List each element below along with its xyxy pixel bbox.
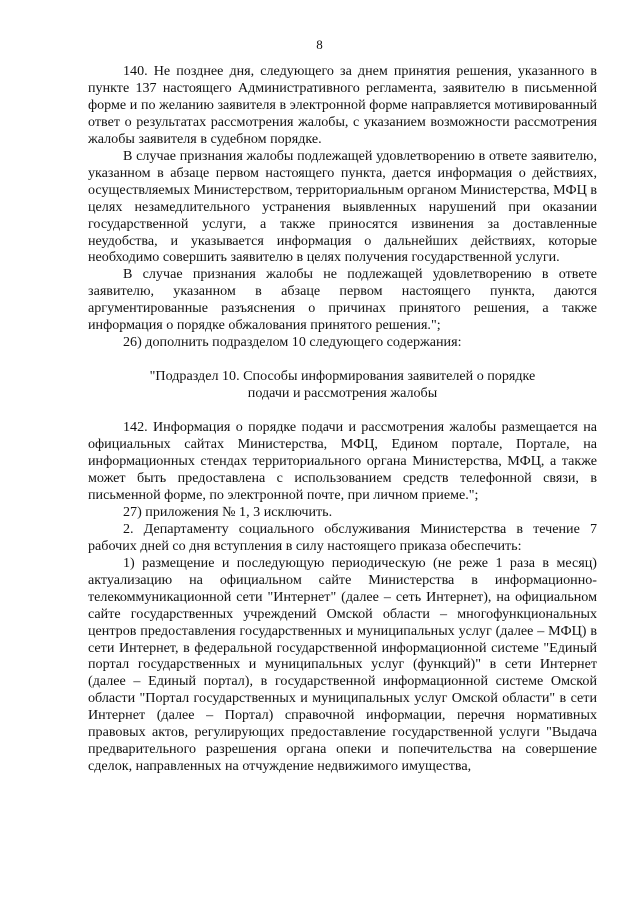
subsection-heading-line-1: "Подраздел 10. Способы информирования заявителей о порядке [149,368,536,385]
subsection-heading-line-2: подачи и рассмотрения жалобы [247,385,438,402]
document-body [88,63,597,775]
paragraph-142: 142. Информация о порядке подачи и рассмотрения жалобы размещается на официальных сайтах Министерства, МФЦ, Едином портале, Портале, на информационных стендах территориального органа Министерства, МФЦ, а также может быть предоставлена с использованием средств телефонной связи, в письменной форме, по электронной почте, при личном приеме."; [88,419,597,503]
paragraph-140: 140. Не позднее дня, следующего за днем принятия решения, указанного в пункте 137 настоящего Административного регламента, заявителю в письменной форме и по желанию заявителя в электронной форме направляется мотивированный ответ о результатах рассмотрения жалобы, с указанием возможности рассмотрения жалобы заявителя в судебном порядке. [88,63,597,147]
paragraph-26: 26) дополнить подразделом 10 следующего содержания: [123,334,462,351]
page-number: 8 [316,37,323,52]
paragraph-27: 27) приложения № 1, 3 исключить. [123,503,333,520]
paragraph-complaint-not-satisfied: В случае признания жалобы не подлежащей удовлетворению в ответе заявителю, указанном в абзаце первом настоящего пункта, даются аргументированные разъяснения о причинах принятого решения, а также информация о порядке обжалования принятого решения."; [88,266,597,334]
paragraph-2-1: 1) размещение и последующую периодическую (не реже 1 раза в месяц) актуализацию на официальном сайте Министерства в информационно-телекоммуникационной сети "Интернет" (далее – сеть Интернет), на официальном сайте государственных учреждений Омской области – многофункциональных центров предоставления государственных и муниципальных услуг (далее – МФЦ) в сети Интернет, в федеральной государственной информационной системе "Единый портал государственных и муниципальных услуг (функций)" в сети Интернет (далее – Единый портал), в государственной информационной системе Омской области "Портал государственных и муниципальных услуг Омской области" в сети Интернет (далее – Портал) справочной информации, перечня нормативных правовых актов, регулирующих предоставление государственной услуги "Выдача предварительного разрешения органа опеки и попечительства на совершение сделок, направленных на отчуждение недвижимого имущества, [88,554,597,775]
subsection-heading [88,368,597,402]
paragraph-2: 2. Департаменту социального обслуживания Министерства в течение 7 рабочих дней со дня вступления в силу настоящего приказа обеспечить: [88,520,597,554]
paragraph-complaint-satisfied: В случае признания жалобы подлежащей удовлетворению в ответе заявителю, указанном в абзаце первом настоящего пункта, дается информация о действиях, осуществляемых Министерством, территориальным органом Министерства, МФЦ в целях незамедлительного устранения выявленных нарушений при оказании государственной услуги, а также приносятся извинения за доставленные неудобства, и указывается информация о дальнейших действиях, которые необходимо совершить заявителю в целях получения государственной услуги. [88,147,597,266]
